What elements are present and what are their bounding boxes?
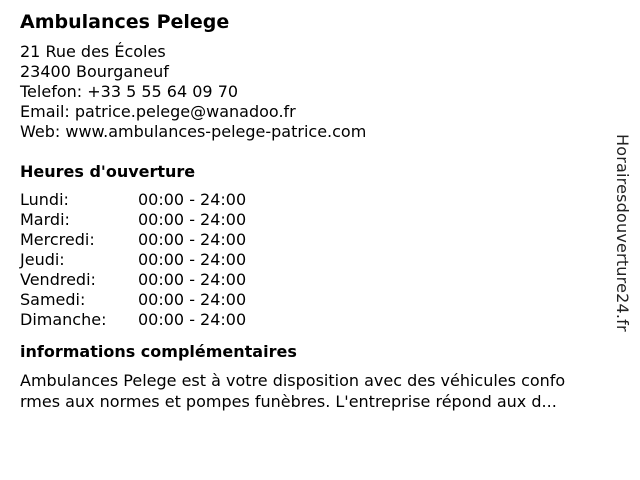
email-line	[20, 102, 610, 122]
hours-row-tuesday	[20, 210, 610, 230]
additional-info-text	[20, 370, 608, 412]
hours-time: 00:00 - 24:00	[138, 230, 247, 249]
hours-day: Vendredi:	[20, 270, 96, 289]
phone-label: Telefon:	[20, 82, 83, 101]
phone-line	[20, 82, 610, 102]
opening-hours-table	[20, 190, 610, 330]
hours-row-wednesday	[20, 230, 610, 250]
additional-info-heading: informations complémentaires	[20, 342, 297, 361]
email-label: Email:	[20, 102, 70, 121]
web-label: Web:	[20, 122, 61, 141]
hours-time: 00:00 - 24:00	[138, 210, 247, 229]
phone-link[interactable]: +33 5 55 64 09 70	[87, 82, 239, 101]
hours-day: Lundi:	[20, 190, 69, 209]
hours-day: Mercredi:	[20, 230, 95, 249]
street-address: 21 Rue des Écoles	[20, 42, 166, 61]
hours-row-saturday	[20, 290, 610, 310]
hours-row-sunday	[20, 310, 610, 330]
hours-row-monday	[20, 190, 610, 210]
hours-time: 00:00 - 24:00	[138, 290, 247, 309]
opening-hours-heading: Heures d'ouverture	[20, 162, 196, 181]
business-card	[20, 8, 610, 412]
hours-row-thursday	[20, 250, 610, 270]
hours-time: 00:00 - 24:00	[138, 270, 247, 289]
hours-day: Mardi:	[20, 210, 70, 229]
hours-day: Dimanche:	[20, 310, 107, 329]
email-link[interactable]: patrice.pelege@wanadoo.fr	[74, 102, 296, 121]
hours-time: 00:00 - 24:00	[138, 190, 247, 209]
hours-row-friday	[20, 270, 610, 290]
additional-info-line-2: rmes aux normes et pompes funèbres. L'entreprise répond aux d...	[20, 392, 557, 411]
hours-time: 00:00 - 24:00	[138, 250, 247, 269]
web-line	[20, 122, 610, 142]
web-link[interactable]: www.ambulances-pelege-patrice.com	[65, 122, 367, 141]
hours-day: Jeudi:	[20, 250, 65, 269]
site-watermark: Horairesdouverture24.fr	[613, 134, 632, 332]
additional-info-line-1: Ambulances Pelege est à votre disposition avec des véhicules confo	[20, 371, 566, 390]
business-name: Ambulances Pelege	[20, 11, 230, 33]
hours-time: 00:00 - 24:00	[138, 310, 247, 329]
city-postcode: 23400 Bourganeuf	[20, 62, 169, 81]
hours-day: Samedi:	[20, 290, 86, 309]
